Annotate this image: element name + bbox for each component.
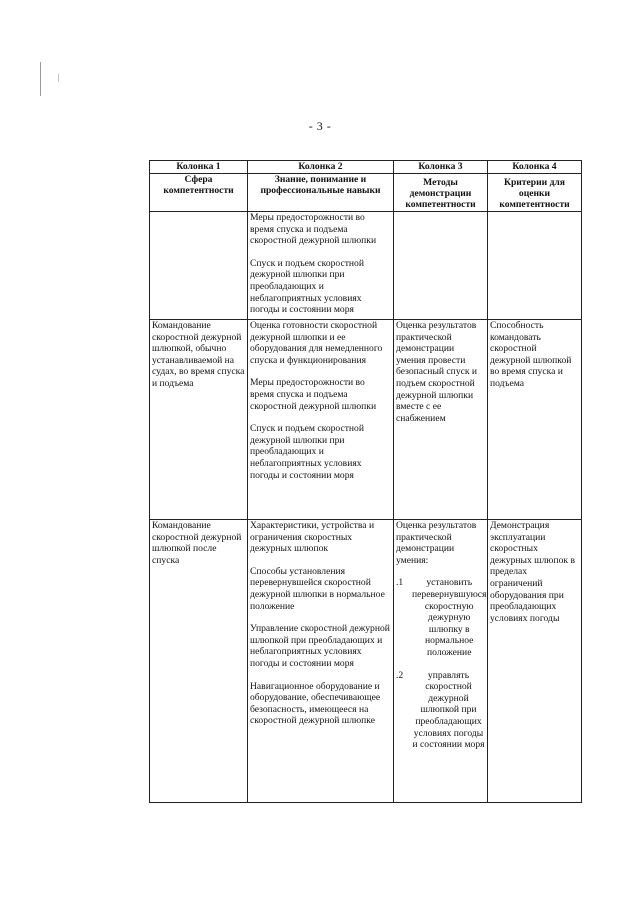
subitem-text: установить перевернувшуюся скоростную дежурную шлюпку в нормальное положение: [412, 577, 487, 658]
page-number: - 3 -: [308, 119, 332, 133]
table-row: [150, 520, 582, 803]
column-title-3: Методы демонстрации компетентности: [394, 174, 488, 212]
knowledge-cell: [248, 520, 394, 803]
knowledge-item: Спуск и подъем скоростной дежурной шлюпки при преобладающих и неблагоприятных условиях погоды и состоянии моря: [250, 257, 364, 316]
column-title-row: [150, 174, 582, 212]
methods-cell: [394, 212, 488, 320]
competence-cell: Командование скоростной дежурной шлюпкой после спуска: [150, 520, 248, 803]
column-label-row: [150, 161, 582, 174]
subitem-number: .1: [396, 577, 404, 589]
methods-intro: Оценка результатов практической демонстрации умения:: [396, 520, 477, 566]
competence-table: [149, 160, 582, 803]
knowledge-cell: [248, 212, 394, 320]
knowledge-item: Меры предосторожности во время спуска и подъема скоростной дежурной шлюпки: [250, 212, 377, 247]
methods-cell: Оценка результатов практической демонстрации умения провести безопасный спуск и подъем скоростной дежурной шлюпки вместе с ее снабжением: [394, 320, 488, 520]
knowledge-item: Характеристики, устройства и ограничения скоростных дежурных шлюпок: [250, 520, 375, 555]
subitem-number: .2: [396, 669, 404, 681]
subitem-text: управлять скоростной дежурной шлюпкой при преобладающих условиях погоды и состоянии моря: [412, 669, 485, 751]
knowledge-item: Управление скоростной дежурной шлюпкой при преобладающих и неблагоприятных условиях погоды и состоянии моря: [250, 623, 390, 669]
column-title-1: Сфера компетентности: [150, 174, 248, 212]
competence-cell: [150, 212, 248, 320]
knowledge-item: Навигационное оборудование и оборудование, обеспечивающее безопасность, имеющееся на скоростной дежурной шлюпке: [250, 680, 381, 727]
column-label-4: Колонка 4: [488, 161, 582, 174]
methods-subitem: [396, 670, 485, 751]
competence-cell: Командование скоростной дежурной шлюпкой, обычно устанавливаемой на судах, во время спуска и подъема: [150, 320, 248, 520]
margin-mark-small: [58, 74, 59, 82]
methods-cell: [394, 520, 488, 803]
column-title-4: Критерии для оценки компетентности: [488, 174, 582, 212]
criteria-cell: Способность командовать скоростной дежурной шлюпкой во время спуска и подъема: [488, 320, 582, 520]
column-label-1: Колонка 1: [150, 161, 248, 174]
methods-subitem: [396, 577, 485, 658]
criteria-cell: [488, 212, 582, 320]
margin-mark: [40, 62, 41, 96]
knowledge-item: Спуск и подъем скоростной дежурной шлюпки при преобладающих и неблагоприятных условиях погоды и состоянии моря: [250, 423, 364, 481]
criteria-cell: Демонстрация эксплуатации скоростных дежурных шлюпок в пределах ограничений оборудования при преобладающих условиях погоды: [488, 520, 582, 803]
table-row: [150, 212, 582, 320]
column-title-2: Знание, понимание и профессиональные навыки: [248, 174, 394, 212]
knowledge-item: Способы установления перевернувшейся скоростной дежурной шлюпки в нормальное положение: [250, 565, 385, 612]
column-label-2: Колонка 2: [248, 161, 394, 174]
knowledge-item: Оценка готовности скоростной дежурной шлюпки и ее оборудования для немедленного спуска и функционирования: [250, 320, 383, 366]
knowledge-item: Меры предосторожности во время спуска и подъема скоростной дежурной шлюпки: [250, 377, 377, 412]
column-label-3: Колонка 3: [394, 161, 488, 174]
table-row: [150, 320, 582, 520]
knowledge-cell: [248, 320, 394, 520]
